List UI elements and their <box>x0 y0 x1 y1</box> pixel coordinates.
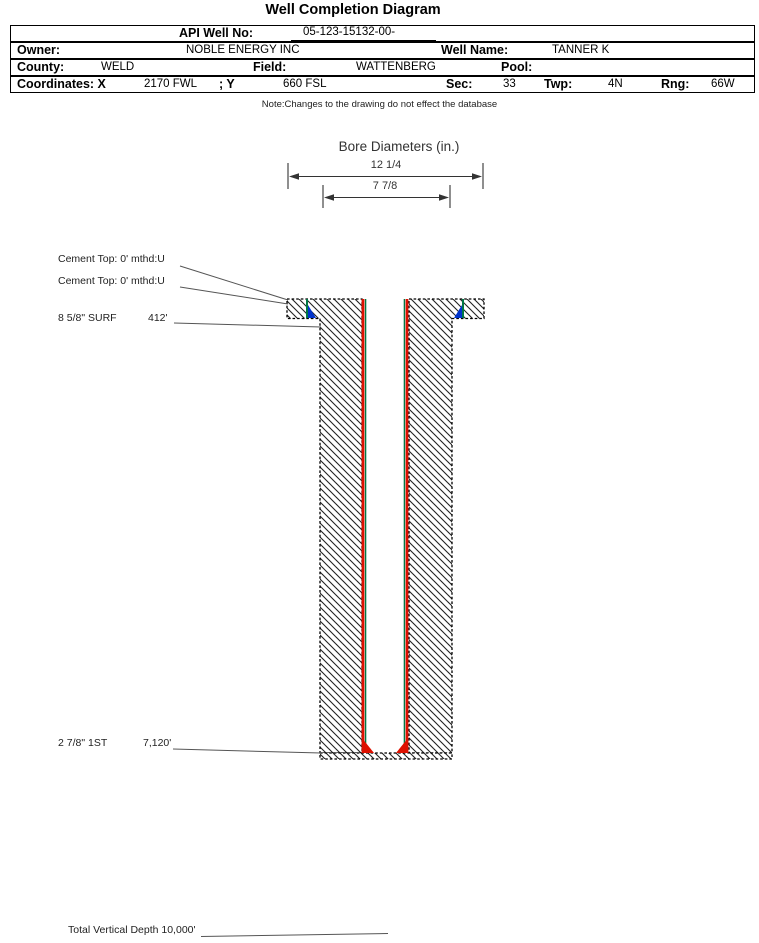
api-value: 05-123-15132-00- <box>291 26 436 41</box>
total-depth-label: Total Vertical Depth 10,000' <box>68 924 196 936</box>
tubing-depth: 7,120' <box>143 737 172 749</box>
bottom-shoe-right <box>396 738 408 753</box>
rng-value: 66W <box>711 78 735 91</box>
cement-top-1-label: Cement Top: 0' mthd:U <box>58 253 165 265</box>
county-value: WELD <box>101 61 135 74</box>
coordinate-y-label: ; Y <box>219 77 235 92</box>
owner-label: Owner: <box>17 43 61 58</box>
twp-value: 4N <box>608 78 623 91</box>
sec-value: 33 <box>503 78 516 91</box>
total-depth-leader <box>201 934 388 937</box>
field-label: Field: <box>253 60 287 75</box>
cement-top-2-leader <box>180 287 288 304</box>
tubing-label: 2 7/8" 1ST <box>58 737 108 749</box>
bore-diameters-title: Bore Diameters (in.) <box>338 139 460 154</box>
cement-top-2-label: Cement Top: 0' mthd:U <box>58 275 165 287</box>
coordinates-label: Coordinates: X <box>17 77 106 92</box>
left-annulus-cement <box>287 299 362 753</box>
well-name-value: TANNER K <box>552 44 610 57</box>
rng-label: Rng: <box>661 77 690 92</box>
page-title: Well Completion Diagram <box>265 2 441 18</box>
bottom-shoe-left <box>362 738 374 753</box>
table-row-county <box>10 59 755 76</box>
field-value: WATTENBERG <box>356 61 436 74</box>
table-row-owner <box>10 42 755 59</box>
twp-label: Twp: <box>544 77 573 92</box>
inner-diameter-label: 7 7/8 <box>372 180 398 192</box>
sec-label: Sec: <box>446 77 473 92</box>
outer-diameter-label: 12 1/4 <box>370 159 402 171</box>
api-label: API Well No: <box>179 26 254 41</box>
county-label: County: <box>17 60 65 75</box>
owner-value: NOBLE ENERGY INC <box>186 44 300 57</box>
table-row-coordinates <box>10 76 755 93</box>
table-row-api <box>10 25 755 42</box>
pool-label: Pool: <box>501 60 533 75</box>
well-name-label: Well Name: <box>441 43 509 58</box>
bottom-plug <box>320 753 452 759</box>
database-note: Note:Changes to the drawing do not effect the database <box>261 99 498 110</box>
tubing-leader <box>173 749 321 753</box>
coordinate-x-value: 2170 FWL <box>144 78 198 91</box>
surface-casing-label: 8 5/8" SURF <box>58 312 117 324</box>
surface-casing-leader <box>174 323 321 327</box>
coordinate-y-value: 660 FSL <box>283 78 327 91</box>
right-annulus-cement <box>409 299 484 753</box>
cement-top-1-leader <box>180 266 288 300</box>
surface-casing-depth: 412' <box>148 312 168 324</box>
